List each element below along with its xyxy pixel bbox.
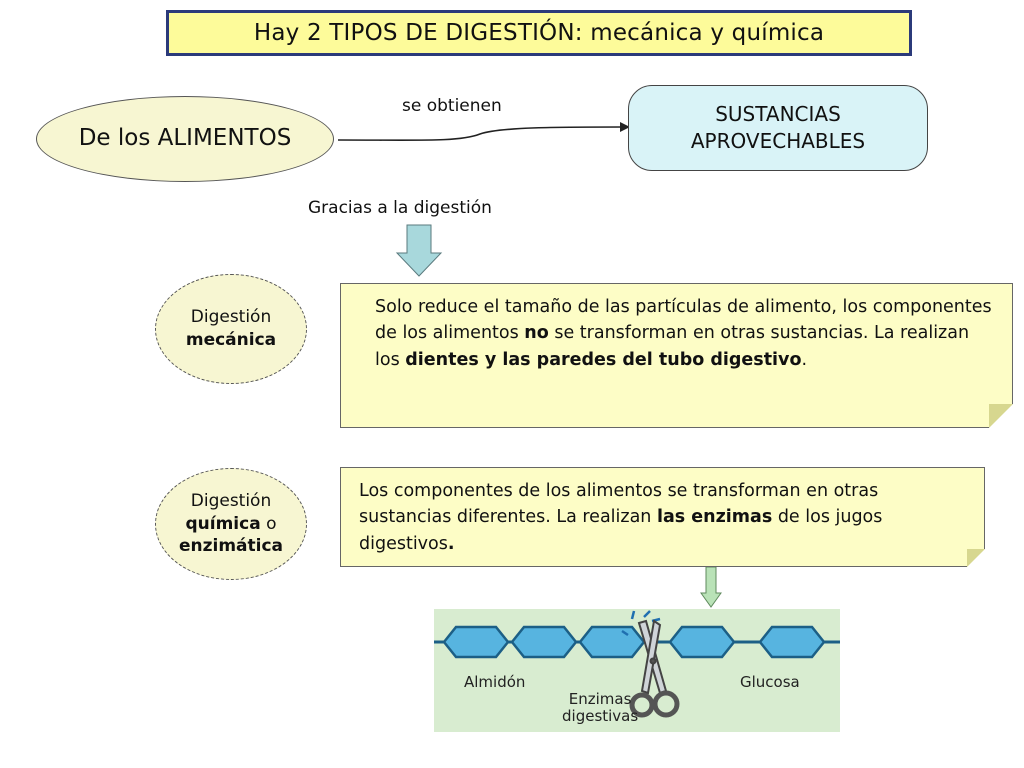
mechanical-name-line1: Digestión [190, 307, 272, 328]
mechanical-desc-part1: Solo reduce el tamaño de las partículas de alimento, los componentes de los alimentos [375, 297, 992, 344]
hexagon [444, 627, 508, 657]
mechanical-desc-bold2: dientes y las paredes del tubo digestivo [405, 349, 802, 370]
chemical-desc-part1: Los componentes de los alimentos se transforman en otras sustancias diferentes. La realizan [359, 481, 879, 528]
chemical-desc-part3: . [447, 533, 455, 554]
hexagon [760, 627, 824, 657]
mechanical-description-note [340, 283, 1013, 428]
hexagon [512, 627, 576, 657]
mechanical-ellipse [155, 274, 307, 384]
source-node-label: De los ALIMENTOS [78, 125, 292, 152]
chemical-description-note [340, 467, 985, 567]
target-node-line2: APROVECHABLES [690, 129, 866, 153]
down-arrow-icon [397, 225, 441, 276]
illustration-label-left: Almidón [464, 673, 526, 691]
page-title: Hay 2 TIPOS DE DIGESTIÓN: mecánica y química [253, 20, 825, 46]
hexagon [580, 627, 644, 657]
source-node-ellipse [36, 96, 334, 182]
note-curl [989, 404, 1013, 428]
edge-label: se obtienen [402, 96, 502, 116]
chemical-name-bold: química [185, 513, 261, 534]
chemical-name-line3: enzimática [178, 536, 284, 557]
down-arrow-icon [701, 567, 721, 607]
mechanical-name-line2: mecánica [185, 330, 277, 350]
mechanical-desc-part3: . [801, 349, 808, 370]
target-node [628, 85, 928, 171]
chemical-desc-part2: de los jugos digestivos [359, 507, 883, 554]
enzyme-illustration [434, 609, 840, 732]
mechanical-desc-bold1: no [524, 323, 549, 344]
illustration-label-center [562, 691, 638, 726]
chemical-desc-bold1: las enzimas [656, 507, 773, 528]
chemical-ellipse [155, 468, 307, 580]
chemical-name-rest: o [260, 513, 277, 534]
edge-line [338, 127, 622, 140]
hexagon [670, 627, 734, 657]
chemical-name-line1: Digestión [190, 490, 272, 511]
illustration-label-right: Glucosa [740, 673, 800, 691]
chemical-name-line2 [185, 513, 276, 536]
illustration-label-center-line1: Enzimas [568, 690, 632, 708]
process-label: Gracias a la digestión [308, 198, 492, 218]
mechanical-desc-part2: se transforman en otras sustancias. La realizan los [375, 323, 970, 370]
note-curl [967, 549, 985, 567]
target-node-line1: SUSTANCIAS [715, 102, 841, 126]
illustration-label-center-line2: digestivas [562, 707, 639, 726]
